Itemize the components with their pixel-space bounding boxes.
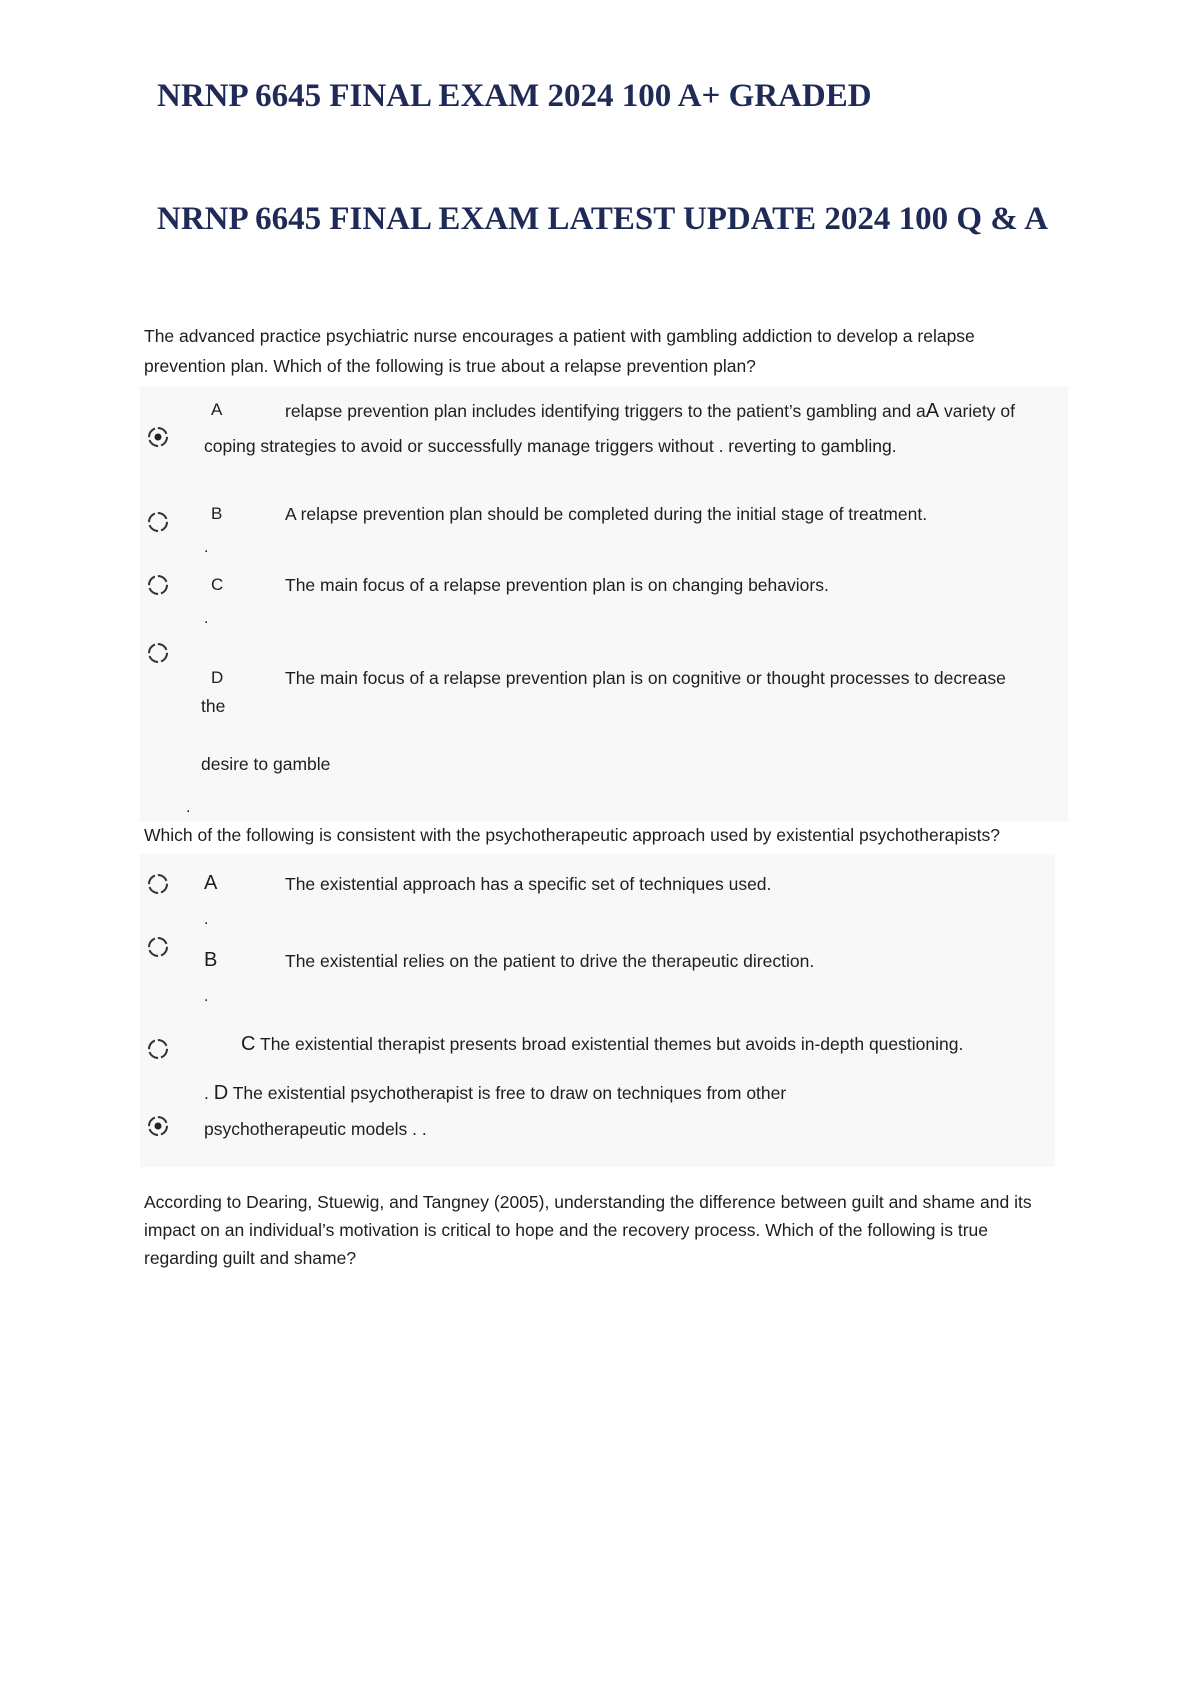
option-a-text: relapse prevention plan includes identifying triggers to the patient’s gambling and aA variety of xyxy=(285,400,1016,422)
question-3-line: impact on an individual’s motivation is critical to hope and the recovery process. Which of the following is true xyxy=(144,1220,988,1240)
question-1-line: The advanced practice psychiatric nurse encourages a patient with gambling addiction to develop a relapse xyxy=(144,326,975,346)
radio-unselected-icon[interactable] xyxy=(145,572,171,598)
option-dot: . xyxy=(186,799,191,816)
option-d-text: The main focus of a relapse prevention plan is on cognitive or thought processes to decrease xyxy=(285,668,1006,688)
option-a-text-continued: coping strategies to avoid or successfully manage triggers without . reverting to gambling. xyxy=(204,436,897,456)
option-d-text-continued: the xyxy=(201,696,226,716)
question-3-line: According to Dearing, Stuewig, and Tangney (2005), understanding the difference between guilt and shame and its xyxy=(144,1192,1032,1212)
radio-unselected-icon[interactable] xyxy=(145,1036,171,1062)
radio-unselected-icon[interactable] xyxy=(145,640,171,666)
option-c-text: C The existential therapist presents broad existential themes but avoids in-depth questioning. xyxy=(241,1033,964,1055)
option-d-text: . D The existential psychotherapist is free to draw on techniques from other xyxy=(204,1082,787,1104)
radio-unselected-icon[interactable] xyxy=(145,509,171,535)
radio-selected-icon[interactable] xyxy=(145,424,171,450)
option-d-text-continued: psychotherapeutic models . . xyxy=(204,1119,427,1139)
page-subtitle: NRNP 6645 FINAL EXAM LATEST UPDATE 2024 100 Q & A xyxy=(157,201,1049,237)
option-b-text: The existential relies on the patient to drive the therapeutic direction. xyxy=(285,951,815,971)
question-1-line: prevention plan. Which of the following is true about a relapse prevention plan? xyxy=(144,356,756,376)
question-2: Which of the following is consistent with the psychotherapeutic approach used by existential psychotherapists? xyxy=(144,825,1001,845)
radio-unselected-icon[interactable] xyxy=(145,934,171,960)
option-letter: C xyxy=(211,575,224,594)
option-letter: B xyxy=(211,504,223,523)
option-dot: . xyxy=(204,539,209,556)
question-3-line: regarding guilt and shame? xyxy=(144,1248,357,1268)
option-c-text: The main focus of a relapse prevention plan is on changing behaviors. xyxy=(285,575,829,595)
option-dot: . xyxy=(204,988,209,1005)
radio-selected-icon[interactable] xyxy=(145,1113,171,1139)
radio-unselected-icon[interactable] xyxy=(145,871,171,897)
question-1 xyxy=(144,321,975,381)
option-letter: D xyxy=(211,668,224,687)
option-d-text-continued: desire to gamble xyxy=(201,754,331,774)
option-letter: B xyxy=(204,949,218,971)
option-letter: A xyxy=(204,872,218,894)
option-letter: A xyxy=(211,400,223,419)
option-dot: . xyxy=(204,610,209,627)
option-dot: . xyxy=(204,911,209,928)
option-a-text: The existential approach has a specific set of techniques used. xyxy=(285,874,772,894)
page-title: NRNP 6645 FINAL EXAM 2024 100 A+ GRADED xyxy=(157,78,872,114)
option-b-text: A relapse prevention plan should be completed during the initial stage of treatment. xyxy=(285,504,928,524)
question-3 xyxy=(144,1188,1032,1272)
